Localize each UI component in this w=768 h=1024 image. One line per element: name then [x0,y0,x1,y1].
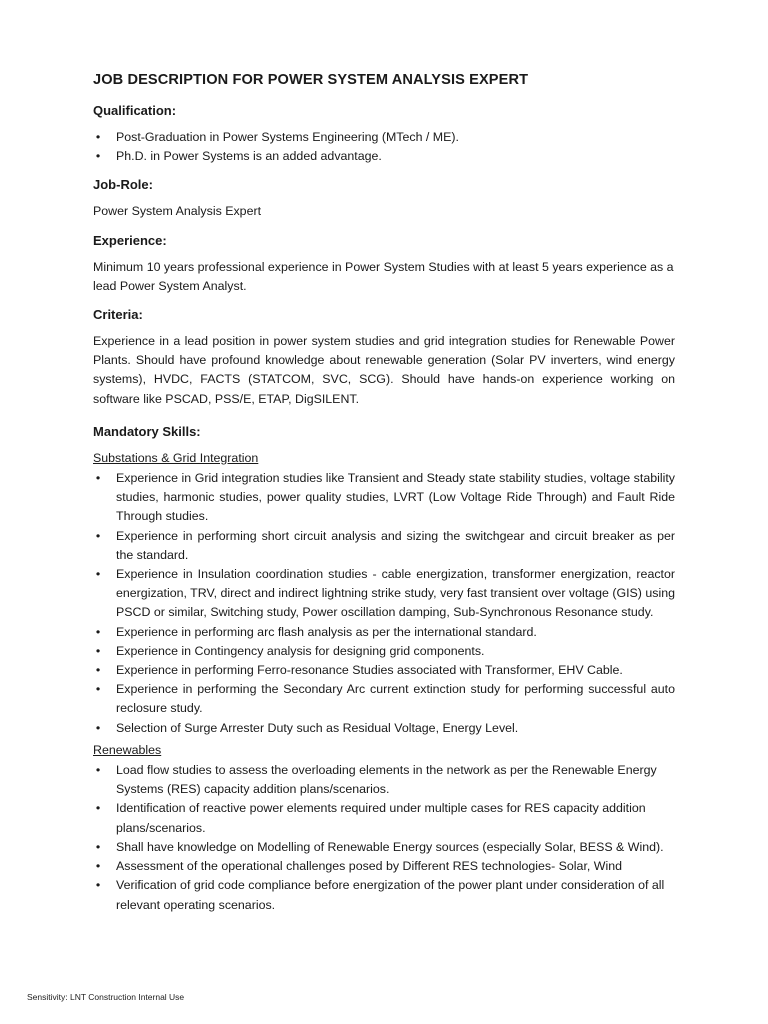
list-item: • Load flow studies to assess the overloading elements in the network as per the Renewable Energy Systems (RES) capacity addition plans/scenarios. [93,761,675,799]
list-item: • Ph.D. in Power Systems is an added advantage. [93,147,675,166]
experience-text: Minimum 10 years professional experience in Power System Studies with at least 5 years experience as a lead Power System Analyst. [93,259,674,293]
renewables-list [93,761,675,915]
bullet-icon: • [95,682,101,697]
list-item: • Experience in Grid integration studies like Transient and Steady state stability studies, voltage stability studies, harmonic studies, power quality studies, LVRT (Low Voltage Ride Through) and Fault Ride Through studies. [93,469,675,527]
experience-heading: Experience: [93,232,167,248]
mandatory-skills-heading: Mandatory Skills: [93,423,201,439]
job-role-heading: Job-Role: [93,177,153,193]
list-item: • Identification of reactive power elements required under multiple cases for RES capacity addition plans/scenarios. [93,799,675,837]
bullet-icon: • [95,839,101,854]
list-item: • Experience in performing short circuit analysis and sizing the switchgear and circuit breaker as per the standard. [93,527,675,565]
list-item: • Experience in performing Ferro-resonance Studies associated with Transformer, EHV Cable. [93,661,675,680]
substations-list [93,469,675,738]
bullet-icon: • [95,643,101,658]
bullet-icon: • [95,720,101,735]
bullet-icon: • [95,663,101,678]
sensitivity-footer: Sensitivity: LNT Construction Internal Use [27,992,185,1002]
bullet-icon: • [95,859,101,874]
bullet-icon: • [95,567,101,582]
criteria-text: Experience in a lead position in power system studies and grid integration studies for Renewable Power Plants. Should have profound knowledge about renewable generation (Solar PV inverters, wind energy systems), HVDC, FACTS (STATCOM, SVC, SCG). Should have hands-on experience working on software like PSCAD, PSS/E, ETAP, DigSILENT. [93,334,675,406]
bullet-icon: • [95,878,101,893]
list-item: • Selection of Surge Arrester Duty such as Residual Voltage, Energy Level. [93,719,675,738]
renewables-subheading: Renewables [93,742,162,757]
document-title: JOB DESCRIPTION FOR POWER SYSTEM ANALYSIS EXPERT [93,72,529,88]
list-item: • Experience in performing the Secondary Arc current extinction study for performing successful auto reclosure study. [93,680,675,718]
bullet-icon: • [95,624,101,639]
bullet-icon: • [95,801,101,816]
bullet-icon: • [95,130,101,144]
list-item: • Shall have knowledge on Modelling of Renewable Energy sources (especially Solar, BESS & Wind). [93,838,675,857]
qualification-list [93,128,675,166]
bullet-icon: • [95,471,101,486]
qualification-heading: Qualification: [93,103,177,118]
bullet-icon: • [95,149,101,164]
list-item: • Experience in performing arc flash analysis as per the international standard. [93,623,675,642]
substations-subheading: Substations & Grid Integration [93,450,259,465]
bullet-icon: • [95,528,101,543]
list-item: • Experience in Insulation coordination studies - cable energization, transformer energization, reactor energization, TRV, direct and indirect lightning strike study, very fast transient over voltage (GIS) using PSCD or similar, Switching study, Power oscillation damping, Sub-Synchronous Resonance study. [93,565,675,623]
criteria-heading: Criteria: [93,307,143,323]
list-item: • Assessment of the operational challenges posed by Different RES technologies- Solar, Wind [93,857,675,876]
list-item: • Post-Graduation in Power Systems Engineering (MTech / ME). [93,128,675,147]
job-role-text: Power System Analysis Expert [93,204,262,219]
document-page [93,62,675,918]
list-item: • Experience in Contingency analysis for designing grid components. [93,642,675,661]
list-item: • Verification of grid code compliance before energization of the power plant under consideration of all relevant operating scenarios. [93,876,675,914]
bullet-icon: • [95,763,101,778]
